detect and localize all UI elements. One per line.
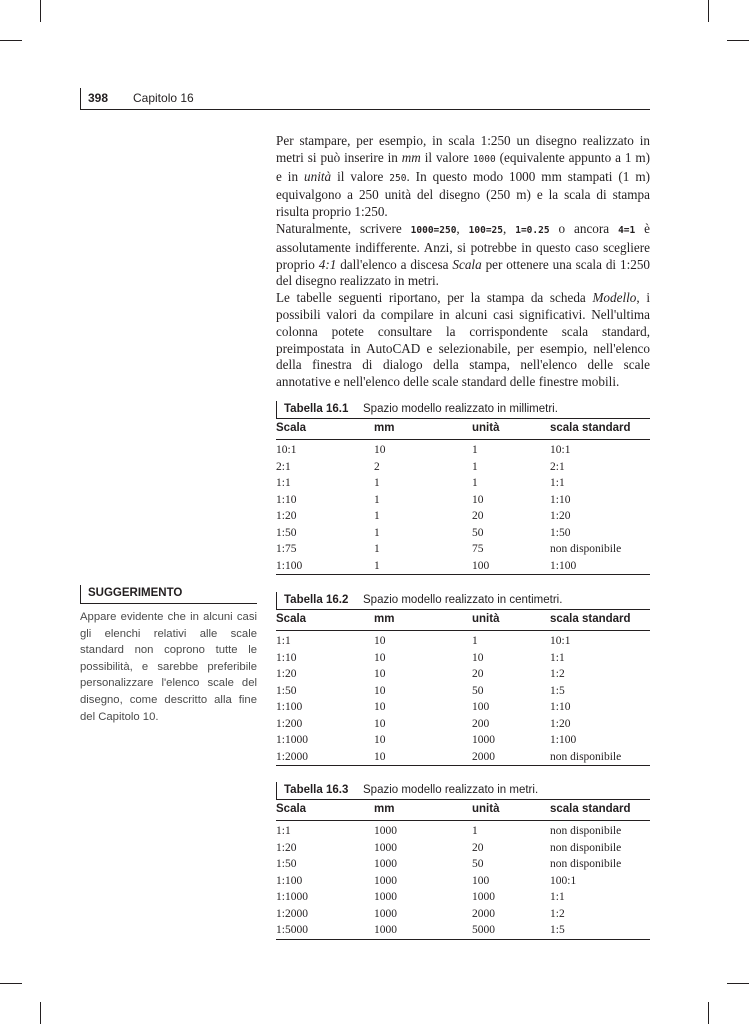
text-italic: 4:1 [318,256,337,272]
table-caption [276,400,650,418]
column-header: Scala [276,803,307,815]
table-cell: 10 [472,493,484,506]
table-cell: 1:20 [276,668,297,680]
text-italic: unità [304,168,332,184]
table-cell: 200 [472,717,490,730]
inline-code: 250 [389,172,407,184]
table-bottom-rule [276,574,650,575]
crop-mark [727,40,749,41]
text-run: Per stampare, per esempio, in scala 1:250 un disegno realizzato in metri si può inserire in [276,133,650,165]
table-16-3 [276,781,650,940]
table-16-1 [276,400,650,575]
table-cell: 1000 [374,858,397,870]
table-cell: 10:1 [276,444,297,456]
table-cell: 2 [374,460,380,473]
table-row [276,558,650,575]
text-run: o ancora [549,220,619,236]
table-row [276,873,650,890]
text-italic: Modello [592,290,637,306]
table-body [276,440,650,574]
tip-bar [80,585,81,603]
table-cell: 1000 [374,924,397,936]
column-header: unità [472,613,500,625]
table-cell: 1:50 [276,858,297,870]
table-row [276,683,650,700]
table-16-2 [276,591,650,766]
table-row [276,749,650,766]
table-cell: 1:10 [276,651,297,664]
table-row [276,856,650,873]
table-cell: non disponibile [550,858,622,870]
table-row [276,716,650,733]
table-cell: 1 [374,477,380,489]
table-cell: 10 [374,635,386,647]
crop-mark [0,983,22,984]
text-run: Naturalmente, scrivere [276,220,411,236]
tip-title: SUGGERIMENTO [88,587,183,599]
table-cell: 1 [374,493,380,506]
table-cell: 1000 [374,891,397,903]
text-run: è assolutamente indifferente. Anzi, si potrebbe in questo caso scegliere proprio [276,220,651,272]
table-cell: 1:2000 [276,750,308,763]
inline-code: 1000=250 [410,224,457,236]
table-cell: 1 [374,526,380,539]
paragraph [276,133,650,221]
table-cell: 100 [472,701,490,713]
table-row [276,440,650,459]
caption-bar [276,782,277,799]
table-cell: 1:20 [276,510,297,522]
table-row [276,492,650,509]
tip-sidebar [80,585,257,725]
table-cell: 2:1 [550,460,565,473]
table-cell: 1:100 [276,701,303,713]
table-cell: 2:1 [276,460,291,473]
table-cell: 1 [374,543,380,555]
column-header: unità [472,422,500,434]
text-run: , i possibili valori da compilare in alcuni casi significativi. Nell'ultima colonna potete consultare la corrispondente scala standard, preimpostata in AutoCAD e selezionabile, per esempio, nell'elenco della finestra di dialogo della stampa, nell'elenco delle scale annotative e nell'elenco delle scale standard delle finestre mobili. [276,290,650,390]
table-cell: 1:50 [550,526,571,539]
table-row [276,650,650,667]
table-cell: 1:75 [276,543,297,555]
caption-bar [276,401,277,418]
table-cell: 1:1 [550,651,565,664]
table-cell: 1:1 [276,825,291,837]
column-header: scala standard [550,803,631,815]
crop-mark [40,1002,41,1024]
table-caption-text: Spazio modello realizzato in metri. [363,784,539,796]
table-cell: 100 [472,874,490,887]
table-cell: 10 [374,668,386,680]
table-cell: 1:1 [550,477,565,489]
table-cell: non disponibile [550,543,622,555]
column-header: mm [374,422,395,434]
text-run: . In questo modo 1000 mm stampati (1 m) equivalgono a 250 unità del disegno (250 m) e la scala di stampa risulta proprio 1:250. [276,168,650,220]
table-cell: 1:5 [550,684,565,697]
table-row [276,840,650,857]
table-body [276,821,650,939]
table-cell: 1:100 [550,559,577,572]
table-cell: 1:2000 [276,907,308,920]
paragraph [276,221,650,290]
crop-mark [40,0,41,22]
table-cell: 1 [374,510,380,522]
table-bottom-rule [276,939,650,940]
table-cell: 10 [374,701,386,713]
header-bar [80,88,81,109]
table-cell: 5000 [472,924,495,936]
text-italic: mm [401,149,421,165]
table-label: Tabella 16.2 [284,594,349,606]
table-cell: 1:10 [550,701,571,713]
table-cell: 1:1000 [276,734,308,746]
table-row [276,889,650,906]
table-cell: 10 [374,684,386,697]
table-cell: 1:100 [550,734,577,746]
table-cell: 1000 [374,825,397,837]
text-run: , [502,220,516,236]
tip-heading [80,585,257,603]
table-label: Tabella 16.3 [284,784,349,796]
table-cell: 1000 [374,907,397,920]
table-label: Tabella 16.1 [284,403,349,415]
table-cell: 1:100 [276,874,303,887]
table-cell: non disponibile [550,825,622,837]
table-cell: 1:20 [276,841,297,854]
table-cell: 1 [472,444,478,456]
table-row [276,525,650,542]
table-cell: 1:100 [276,559,303,572]
table-bottom-rule [276,765,650,766]
running-header [80,88,650,110]
table-cell: 100 [472,559,490,572]
table-cell: 1000 [374,874,397,887]
inline-code: 4=1 [618,224,636,236]
inline-code: 1000 [472,153,496,165]
table-cell: non disponibile [550,750,622,763]
column-header: Scala [276,613,307,625]
table-row [276,631,650,650]
table-caption [276,591,650,609]
table-cell: 1:5000 [276,924,308,936]
header-rule [80,109,650,110]
table-header-row [276,610,650,631]
text-run: per ottenere una scala di 1:250 del disegno realizzato in metri. [276,256,651,289]
table-cell: 1 [472,825,478,837]
table-cell: 1 [472,477,478,489]
table-cell: 10 [374,734,386,746]
crop-mark [708,1002,709,1024]
table-row [276,699,650,716]
text-run: dall'elenco a discesa [336,256,453,272]
table-cell: 1:1000 [276,891,308,903]
table-cell: 10 [472,651,484,664]
text-run: il valore [420,149,473,165]
paragraph [276,290,650,391]
text-run: il valore [331,168,390,184]
inline-code: 1=0.25 [515,224,550,236]
table-row [276,666,650,683]
table-cell: 1:50 [276,526,297,539]
page-number: 398 [88,91,109,105]
table-row [276,459,650,476]
text-run: , [456,220,469,236]
table-cell: 1:20 [550,717,571,730]
table-header-row [276,419,650,440]
table-cell: 1:10 [550,493,571,506]
crop-mark [708,0,709,22]
table-caption-text: Spazio modello realizzato in millimetri. [363,403,558,415]
table-cell: 1:5 [550,924,565,936]
chapter-title: Capitolo 16 [133,91,194,105]
table-row [276,732,650,749]
text-run: Le tabelle seguenti riportano, per la stampa da scheda [276,290,593,306]
table-cell: 50 [472,858,484,870]
column-header: scala standard [550,422,631,434]
table-row [276,922,650,939]
crop-mark [0,40,22,41]
table-cell: 20 [472,841,484,854]
table-body [276,631,650,765]
table-cell: 20 [472,510,484,522]
table-cell: 1:20 [550,510,571,522]
text-italic: Scala [452,256,482,272]
inline-code: 100=25 [468,224,503,236]
table-cell: 75 [472,543,484,555]
table-cell: 100:1 [550,874,577,887]
table-cell: 1 [472,460,478,473]
table-caption-text: Spazio modello realizzato in centimetri. [363,594,563,606]
table-cell: 1000 [472,734,495,746]
column-header: mm [374,613,395,625]
body-text [276,133,650,391]
table-cell: 50 [472,526,484,539]
caption-bar [276,592,277,609]
table-caption [276,781,650,799]
text-run: (equivalente appunto a 1 m) e in [276,149,650,184]
table-cell: non disponibile [550,841,622,854]
table-cell: 10 [374,717,386,730]
table-cell: 50 [472,684,484,697]
table-cell: 1:200 [276,717,303,730]
table-header-row [276,800,650,821]
table-cell: 2000 [472,750,495,763]
table-cell: 1 [472,635,478,647]
tip-rule [80,603,257,604]
table-cell: 10 [374,750,386,763]
table-cell: 1:50 [276,684,297,697]
tip-text: Appare evidente che in alcuni casi gli elenchi relativi alle scale standard non coprono tutte le possibilità, e sarebbe preferibile personalizzare l'elenco scale del disegno, come descritto alla fine del Capitolo 10. [80,611,257,723]
table-cell: 10:1 [550,635,571,647]
table-cell: 10:1 [550,444,571,456]
column-header: Scala [276,422,307,434]
column-header: mm [374,803,395,815]
column-header: scala standard [550,613,631,625]
table-cell: 1:1 [550,891,565,903]
table-cell: 2000 [472,907,495,920]
table-cell: 1:1 [276,635,291,647]
table-cell: 1:10 [276,493,297,506]
table-row [276,821,650,840]
table-cell: 1:1 [276,477,291,489]
table-cell: 10 [374,651,386,664]
table-cell: 1000 [472,891,495,903]
table-row [276,541,650,558]
table-cell: 1:2 [550,907,565,920]
table-cell: 10 [374,444,386,456]
table-row [276,906,650,923]
column-header: unità [472,803,500,815]
crop-mark [727,983,749,984]
table-cell: 1 [374,559,380,572]
table-cell: 20 [472,668,484,680]
table-cell: 1000 [374,841,397,854]
table-row [276,475,650,492]
table-cell: 1:2 [550,668,565,680]
table-row [276,508,650,525]
